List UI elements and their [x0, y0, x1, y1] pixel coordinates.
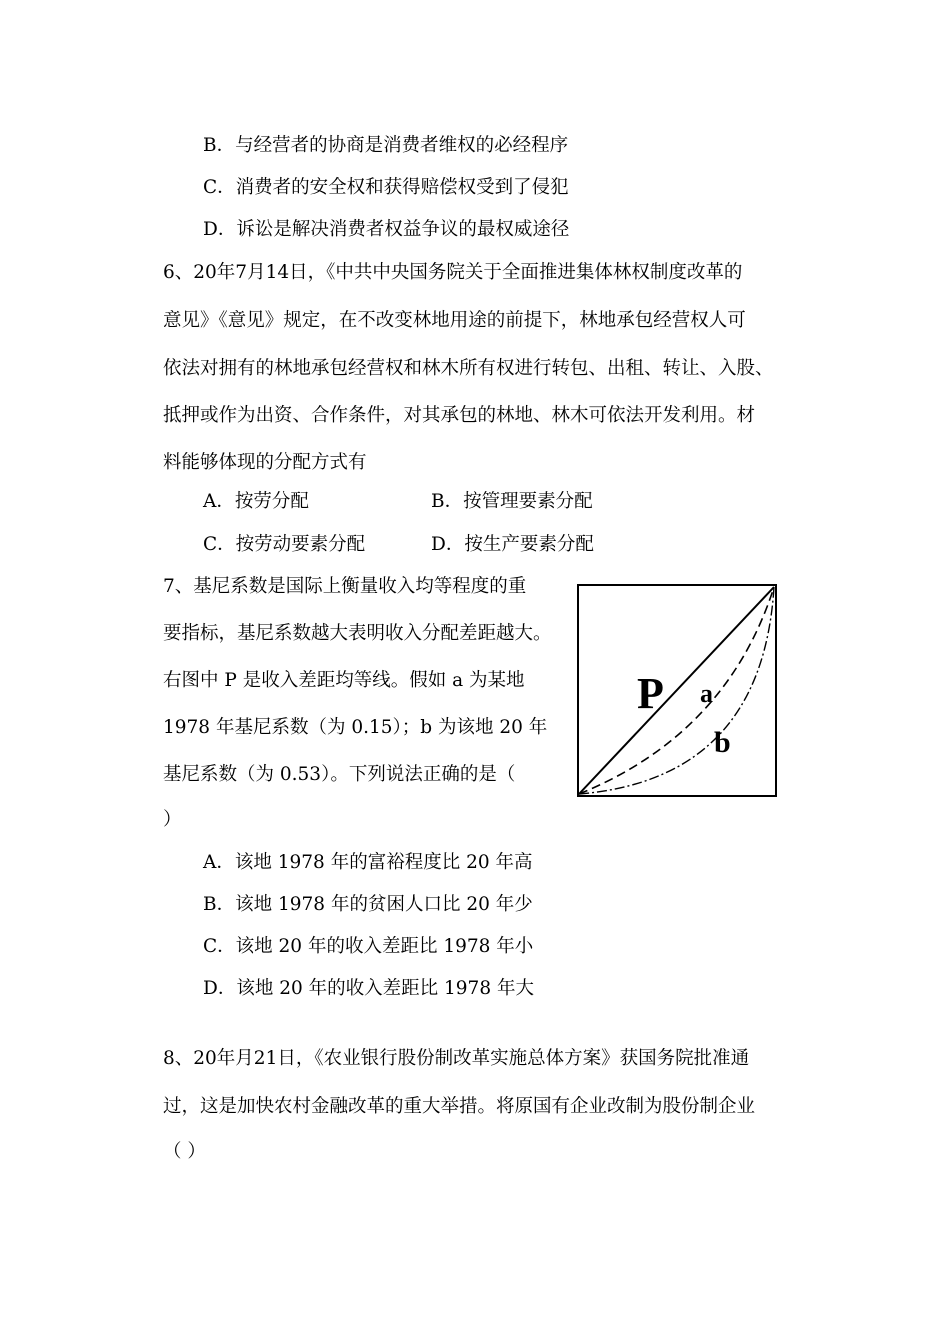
- q6-line-5: 料能够体现的分配方式有: [163, 452, 367, 473]
- q6-line-2: 意见》《意见》规定，在不改变林地用途的前提下，林地承包经营权人可: [163, 310, 746, 331]
- q7-option-a: A．该地 1978 年的富裕程度比 20 年高: [203, 852, 533, 873]
- q7-line-6: ）: [163, 809, 182, 830]
- q6-line-3: 依法对拥有的林地承包经营权和林木所有权进行转包、出租、转让、入股、: [163, 358, 774, 379]
- q6-option-b: B．按管理要素分配: [431, 491, 593, 512]
- q8-line-2: 过，这是加快农村金融改革的重大举措。将原国有企业改制为股份制企业: [163, 1096, 756, 1117]
- q6-line-1: 6、20年7月14日，《中共中央国务院关于全面推进集体林权制度改革的: [163, 262, 743, 283]
- q7-line-4: 1978 年基尼系数（为 0.15）；b 为该地 20 年: [163, 717, 548, 738]
- q8-line-3: （ ）: [163, 1141, 206, 1162]
- q5-option-d: D．诉讼是解决消费者权益争议的最权威途径: [203, 219, 570, 240]
- q7-option-c: C．该地 20 年的收入差距比 1978 年小: [203, 936, 534, 957]
- q8-line-1: 8、20年月21日，《农业银行股份制改革实施总体方案》获国务院批准通: [163, 1048, 750, 1069]
- q6-option-a: A．按劳分配: [203, 491, 309, 512]
- q7-line-3: 右图中 P 是收入差距均等线。假如 a 为某地: [163, 670, 525, 691]
- q6-option-c: C．按劳动要素分配: [203, 534, 366, 555]
- label-b: b: [714, 726, 731, 759]
- q7-line-5: 基尼系数（为 0.53）。下列说法正确的是（: [163, 764, 516, 785]
- lorenz-diagram: [577, 584, 777, 797]
- q5-option-c: C．消费者的安全权和获得赔偿权受到了侵犯: [203, 177, 569, 198]
- q5-option-b: B．与经营者的协商是消费者维权的必经程序: [203, 135, 569, 156]
- label-p: P: [637, 669, 664, 718]
- q7-line-2: 要指标，基尼系数越大表明收入分配差距越大。: [163, 623, 552, 644]
- q6-option-d: D．按生产要素分配: [431, 534, 594, 555]
- q7-option-b: B．该地 1978 年的贫困人口比 20 年少: [203, 894, 533, 915]
- q6-line-4: 抵押或作为出资、合作条件，对其承包的林地、林木可依法开发利用。材: [163, 405, 756, 426]
- q7-option-d: D．该地 20 年的收入差距比 1978 年大: [203, 978, 534, 999]
- q7-line-1: 7、基尼系数是国际上衡量收入均等程度的重: [163, 576, 527, 597]
- label-a: a: [700, 679, 713, 708]
- gini-lorenz-figure: [577, 584, 777, 797]
